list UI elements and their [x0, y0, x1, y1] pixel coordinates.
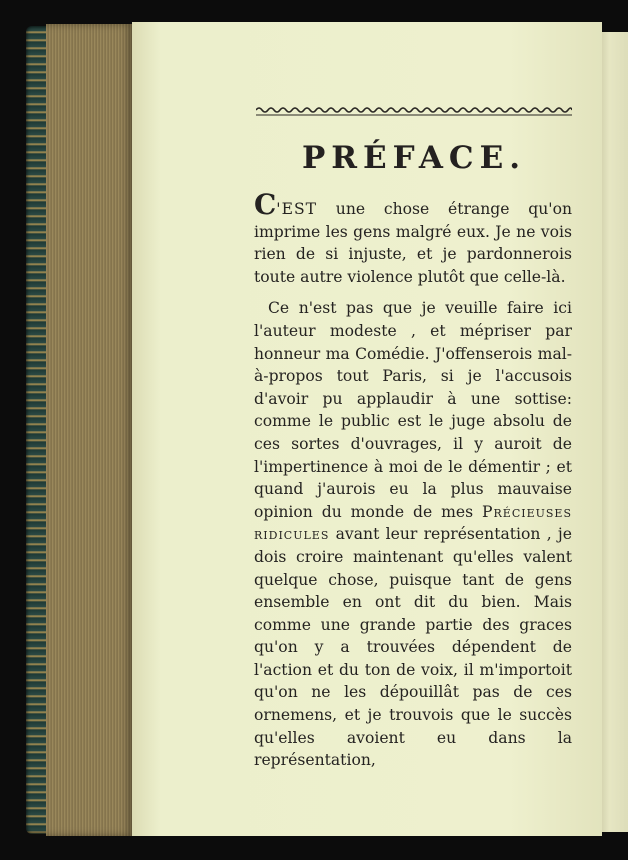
paragraph-1-text: une chose étrange qu'on imprime les gens malgré eux. Je ne vois rien de si injuste, et je pardonnerois toute autre violence plutôt que celle-là.: [254, 200, 572, 286]
play-title: Précieuses ridicules: [254, 502, 572, 544]
drop-cap-continuation: 'EST: [276, 200, 318, 218]
drop-cap: C: [254, 188, 277, 221]
paragraph-1: [254, 188, 572, 288]
page-title: PRÉFACE.: [301, 140, 527, 176]
paragraph-2-text-a: Ce n'est pas que je veuille faire ici l'auteur modeste , et mépriser par honneur ma Comédie. J'offenserois mal-à-propos tout Paris, si je l'accusois d'avoir pu applaudir à une sottise: comme le public est le juge absolu de ces sortes d'ouvrages, il y auroit de l'impertinence à moi de le démentir ; et quand j'aurois eu la plus mauvaise opinion du monde de mes: [254, 299, 572, 521]
page-edges: [46, 24, 134, 836]
paragraph-2: [254, 297, 572, 771]
paragraph-2-text-b: avant leur représentation , je dois croire maintenant qu'elles valent quelque chose, puisque tant de gens ensemble en ont dit du bien. Mais comme une grande partie des graces qu'on y a trouvées dépendent de l'action et du ton de voix, il m'importoit qu'on ne les dépouillât pas de ces ornemens, et je trouvois que le succès qu'elles avoient eu dans la représentation,: [254, 525, 572, 770]
decorative-rule: [256, 100, 572, 120]
body-text: [254, 188, 572, 772]
ornament-wave: [256, 108, 572, 112]
